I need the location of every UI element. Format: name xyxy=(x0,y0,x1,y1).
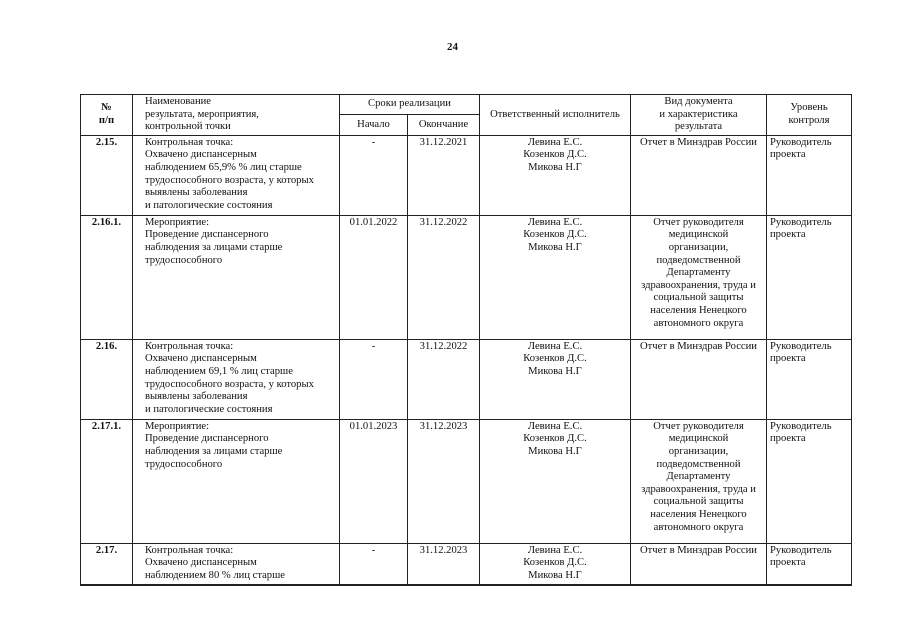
row-executor xyxy=(480,135,631,215)
row-end: 31.12.2022 xyxy=(408,339,480,419)
text-line: п/п xyxy=(98,114,115,126)
row-end: 31.12.2022 xyxy=(408,215,480,339)
table-row xyxy=(81,419,852,543)
text-line: Департаменту xyxy=(666,471,731,483)
row-document xyxy=(631,543,767,585)
text-line: Микова Н.Г xyxy=(528,445,582,457)
text-line: Микова Н.Г xyxy=(528,365,582,377)
text-line: Руководитель xyxy=(770,136,832,148)
text-line: Контрольная точка: xyxy=(145,136,234,148)
text-line: Руководитель xyxy=(770,544,832,556)
text-line: автономного округа xyxy=(653,521,744,533)
row-name xyxy=(133,135,340,215)
table-row xyxy=(81,215,852,339)
row-number: 2.15. xyxy=(81,135,133,215)
text-line: и характеристика xyxy=(659,108,738,120)
row-executor xyxy=(480,419,631,543)
header-document xyxy=(631,95,767,136)
text-line: выявлены заболевания xyxy=(145,391,248,403)
text-line: трудоспособного возраста, у которых xyxy=(145,174,314,186)
row-start: - xyxy=(340,135,408,215)
row-number: 2.17. xyxy=(81,543,133,585)
header-terms: Сроки реализации xyxy=(340,95,480,115)
text-line: проекта xyxy=(770,353,806,365)
text-line: проекта xyxy=(770,149,806,161)
text-line: трудоспособного xyxy=(145,254,223,266)
text-line: Контрольная точка: xyxy=(145,340,234,352)
text-line: Вид документа xyxy=(664,96,733,107)
text-line: Наименование xyxy=(145,96,211,107)
page-number: 24 xyxy=(447,41,458,53)
text-line: населения Ненецкого xyxy=(650,304,747,316)
header-number xyxy=(81,95,133,136)
text-line: Мероприятие: xyxy=(145,420,210,432)
table-row xyxy=(81,135,852,215)
text-line: Охвачено диспансерным xyxy=(145,557,257,569)
row-start: - xyxy=(340,543,408,585)
header-executor: Ответственный исполнитель xyxy=(480,95,631,136)
text-line: медицинской xyxy=(668,229,729,241)
row-executor xyxy=(480,543,631,585)
row-document xyxy=(631,339,767,419)
text-line: Отчет руководителя xyxy=(653,216,744,228)
row-start: 01.01.2023 xyxy=(340,419,408,543)
table-row xyxy=(81,543,852,585)
text-line: наблюдением 69,1 % лиц старше xyxy=(145,365,293,377)
text-line: Микова Н.Г xyxy=(528,569,582,581)
header-end: Окончание xyxy=(408,115,480,135)
text-line: Левина Е.С. xyxy=(527,216,583,228)
text-line: Мероприятие: xyxy=(145,216,210,228)
text-line: проекта xyxy=(770,229,806,241)
text-line: Уровень xyxy=(790,102,828,114)
row-control-level xyxy=(767,339,852,419)
row-name xyxy=(133,339,340,419)
text-line: трудоспособного возраста, у которых xyxy=(145,378,314,390)
text-line: подведомственной xyxy=(656,254,741,266)
text-line: наблюдения за лицами старше xyxy=(145,241,283,253)
row-start: 01.01.2022 xyxy=(340,215,408,339)
text-line: Козенков Д.С. xyxy=(523,557,587,569)
text-line: и патологические состояния xyxy=(145,199,273,211)
text-line: наблюдением 80 % лиц старше xyxy=(145,569,285,581)
text-line: автономного округа xyxy=(653,317,744,329)
text-line: проекта xyxy=(770,557,806,569)
text-line: контроля xyxy=(788,114,830,126)
implementation-plan-table xyxy=(80,94,852,586)
text-line: Левина Е.С. xyxy=(527,340,583,352)
text-line: Контрольная точка: xyxy=(145,544,234,556)
text-line: организации, xyxy=(668,445,729,457)
row-end: 31.12.2021 xyxy=(408,135,480,215)
text-line: наблюдением 65,9% % лиц старше xyxy=(145,161,302,173)
text-line: Отчет в Минздрав России xyxy=(640,340,757,352)
text-line: Отчет руководителя xyxy=(653,420,744,432)
text-line: социальной защиты xyxy=(653,292,744,304)
text-line: Козенков Д.С. xyxy=(523,229,587,241)
text-line: Проведение диспансерного xyxy=(145,229,269,241)
text-line: Руководитель xyxy=(770,340,832,352)
row-control-level xyxy=(767,543,852,585)
row-name xyxy=(133,543,340,585)
text-line: Микова Н.Г xyxy=(528,161,582,173)
row-number: 2.16.1. xyxy=(81,215,133,339)
text-line: Руководитель xyxy=(770,420,832,432)
text-line: контрольной точки xyxy=(145,121,231,133)
text-line: здравоохранения, труда и xyxy=(641,279,756,291)
row-number: 2.16. xyxy=(81,339,133,419)
row-document xyxy=(631,215,767,339)
row-end: 31.12.2023 xyxy=(408,419,480,543)
row-name xyxy=(133,419,340,543)
text-line: Отчет в Минздрав России xyxy=(640,136,757,148)
text-line: результата, мероприятия, xyxy=(145,108,259,120)
row-control-level xyxy=(767,419,852,543)
text-line: Охвачено диспансерным xyxy=(145,149,257,161)
row-end: 31.12.2023 xyxy=(408,543,480,585)
text-line: Микова Н.Г xyxy=(528,241,582,253)
text-line: подведомственной xyxy=(656,458,741,470)
text-line: Охвачено диспансерным xyxy=(145,353,257,365)
text-line: Левина Е.С. xyxy=(527,420,583,432)
text-line: медицинской xyxy=(668,433,729,445)
text-line: Козенков Д.С. xyxy=(523,433,587,445)
row-executor xyxy=(480,215,631,339)
row-document xyxy=(631,419,767,543)
text-line: трудоспособного xyxy=(145,458,223,470)
row-start: - xyxy=(340,339,408,419)
row-control-level xyxy=(767,135,852,215)
text-line: Отчет в Минздрав России xyxy=(640,544,757,556)
header-start: Начало xyxy=(340,115,408,135)
text-line: населения Ненецкого xyxy=(650,508,747,520)
header-control-level xyxy=(767,95,852,136)
row-document xyxy=(631,135,767,215)
row-executor xyxy=(480,339,631,419)
text-line: организации, xyxy=(668,241,729,253)
text-line: и патологические состояния xyxy=(145,403,273,415)
text-line: Департаменту xyxy=(666,267,731,279)
text-line: № xyxy=(101,102,112,114)
text-line: Левина Е.С. xyxy=(527,136,583,148)
table-row xyxy=(81,339,852,419)
text-line: здравоохранения, труда и xyxy=(641,483,756,495)
text-line: проекта xyxy=(770,433,806,445)
text-line: Козенков Д.С. xyxy=(523,149,587,161)
text-line: выявлены заболевания xyxy=(145,187,248,199)
header-name xyxy=(133,95,340,136)
text-line: социальной защиты xyxy=(653,496,744,508)
text-line: результата xyxy=(674,121,723,133)
text-line: наблюдения за лицами старше xyxy=(145,445,283,457)
text-line: Проведение диспансерного xyxy=(145,433,269,445)
row-control-level xyxy=(767,215,852,339)
row-number: 2.17.1. xyxy=(81,419,133,543)
row-name xyxy=(133,215,340,339)
text-line: Левина Е.С. xyxy=(527,544,583,556)
text-line: Козенков Д.С. xyxy=(523,353,587,365)
text-line: Руководитель xyxy=(770,216,832,228)
